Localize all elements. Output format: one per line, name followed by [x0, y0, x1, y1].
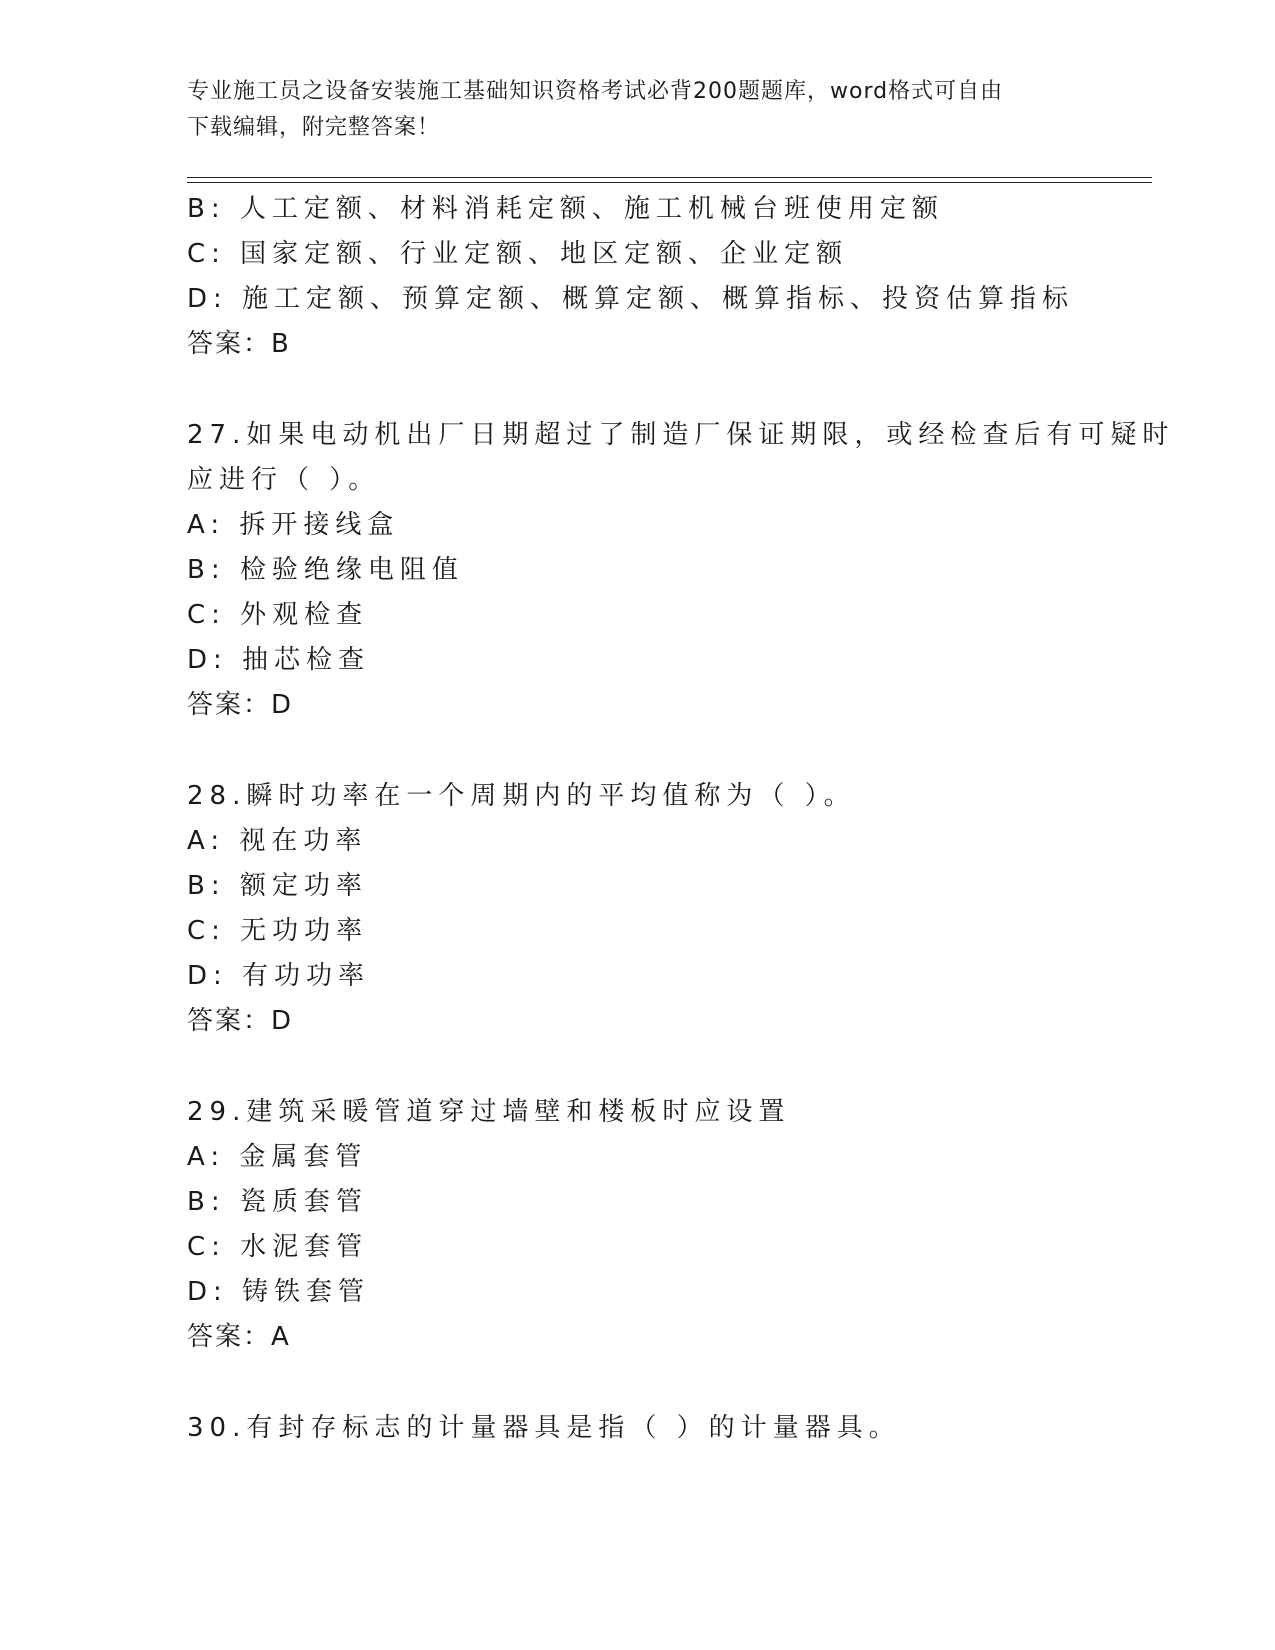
q27-answer: 答案：D — [187, 690, 294, 720]
q28-answer: 答案：D — [187, 1006, 294, 1036]
q30-stem: 30.有封存标志的计量器具是指（ ）的计量器具。 — [187, 1413, 901, 1443]
q27-stem-line-1: 27.如果电动机出厂日期超过了制造厂保证期限，或经检查后有可疑时 — [187, 420, 1175, 450]
q26-option-d: D: 施工定额、预算定额、概算定额、概算指标、投资估算指标 — [187, 284, 1075, 314]
q26-option-c: C: 国家定额、行业定额、地区定额、企业定额 — [187, 239, 849, 269]
q27-option-d: D: 抽芯检查 — [187, 645, 371, 675]
q27-option-b: B: 检验绝缘电阻值 — [187, 555, 464, 585]
q29-stem: 29.建筑采暖管道穿过墙壁和楼板时应设置 — [187, 1097, 791, 1127]
q28-option-a: A: 视在功率 — [187, 826, 368, 856]
q26-answer: 答案：B — [187, 329, 291, 359]
q29-answer: 答案：A — [187, 1322, 291, 1352]
q28-stem: 28.瞬时功率在一个周期内的平均值称为（ ）。 — [187, 781, 856, 811]
q28-option-c: C: 无功功率 — [187, 916, 369, 946]
q28-option-b: B: 额定功率 — [187, 871, 368, 901]
header-line-2: 下载编辑，附完整答案！ — [187, 115, 441, 140]
q29-option-d: D: 铸铁套管 — [187, 1277, 371, 1307]
q28-option-d: D: 有功功率 — [187, 961, 371, 991]
q26-option-b: B: 人工定额、材料消耗定额、施工机械台班使用定额 — [187, 194, 944, 224]
q27-stem-line-2: 应进行（ ）。 — [187, 465, 381, 495]
q29-option-b: B: 瓷质套管 — [187, 1187, 368, 1217]
q27-option-a: A: 拆开接线盒 — [187, 510, 400, 540]
header-line-1: 专业施工员之设备安装施工基础知识资格考试必背200题题库，word格式可自由 — [187, 79, 1004, 104]
q29-option-a: A: 金属套管 — [187, 1142, 368, 1172]
header-rule-bottom — [187, 182, 1152, 183]
document-header — [187, 74, 1087, 146]
q29-option-c: C: 水泥套管 — [187, 1232, 369, 1262]
header-rule-top — [187, 177, 1152, 178]
q27-option-c: C: 外观检查 — [187, 600, 369, 630]
